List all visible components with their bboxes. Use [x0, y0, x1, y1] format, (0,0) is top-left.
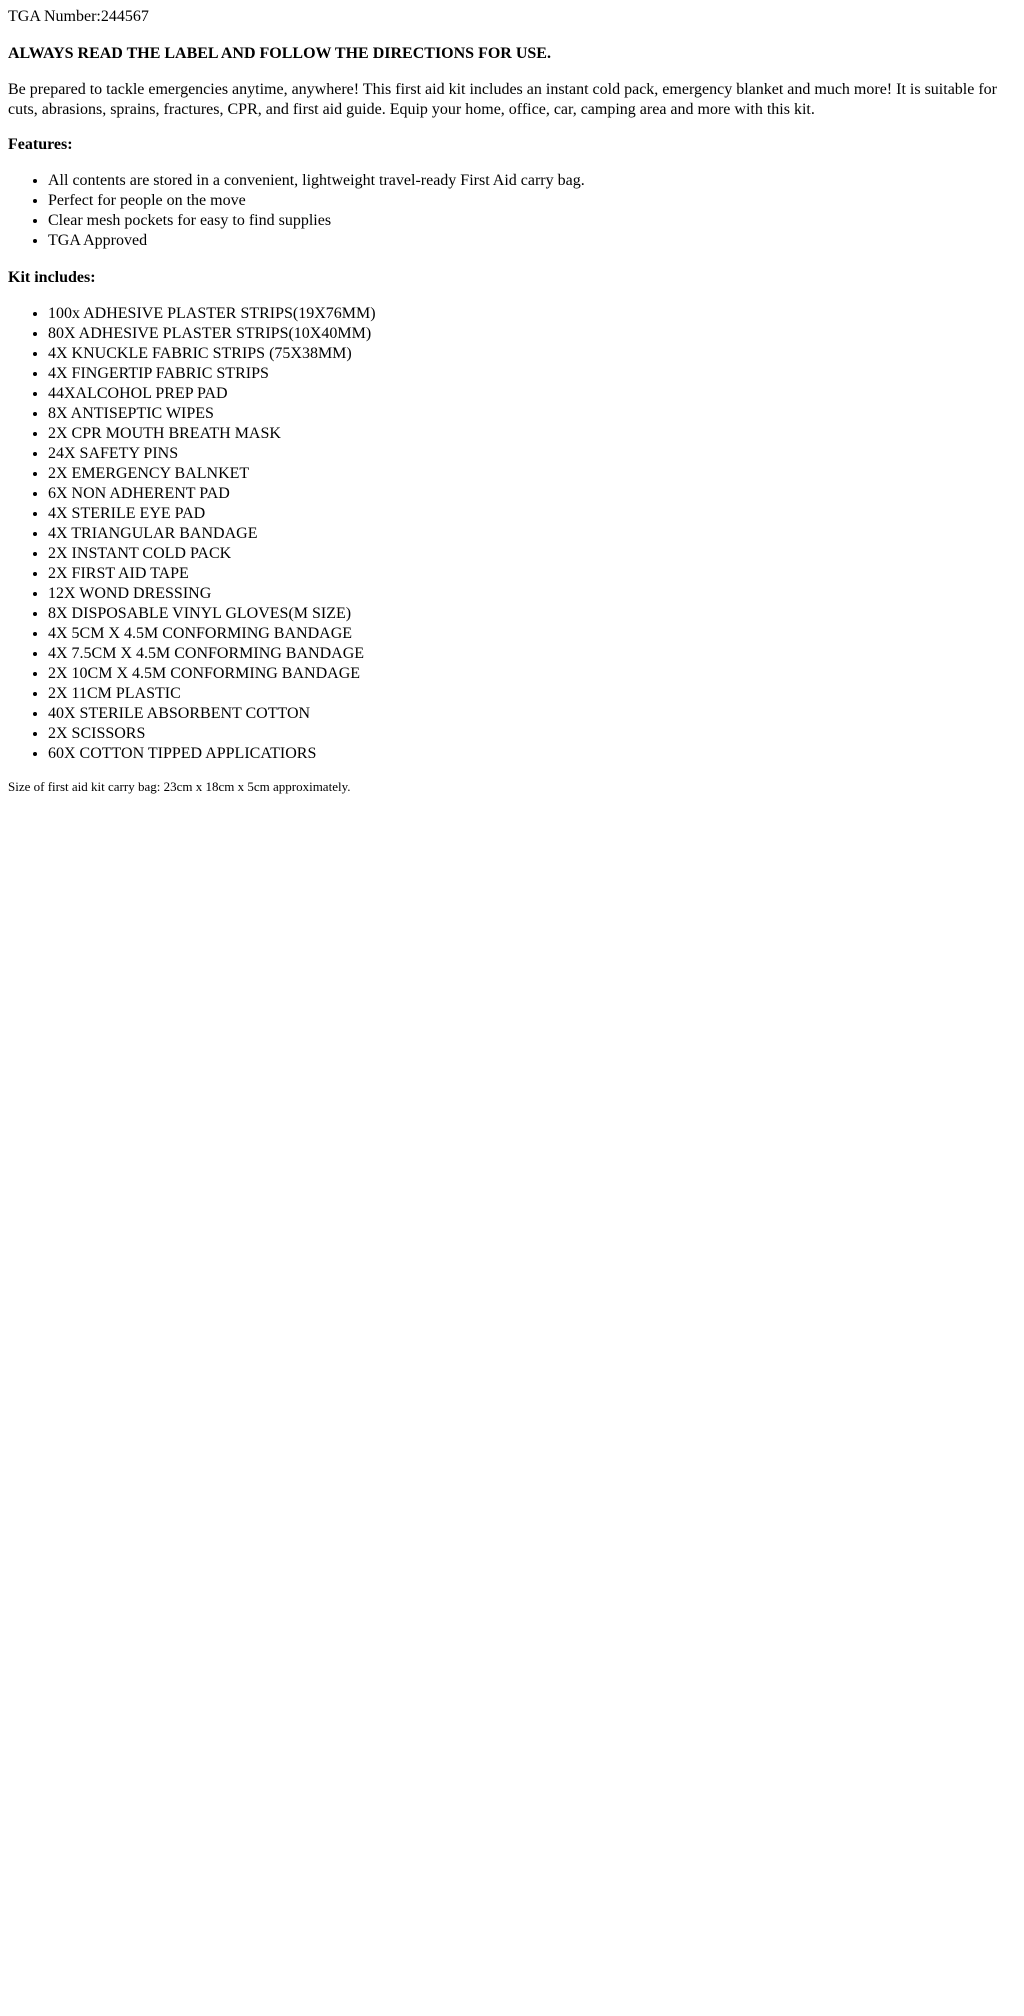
kit-item: • 2X SCISSORS: [48, 724, 376, 744]
kit-item: • 8X DISPOSABLE VINYL GLOVES(M SIZE): [48, 604, 376, 624]
kit-item: • 60X COTTON TIPPED APPLICATIORS: [48, 744, 376, 764]
kit-item: • 2X EMERGENCY BALNKET: [48, 464, 376, 484]
kit-item: • 4X FINGERTIP FABRIC STRIPS: [48, 364, 376, 384]
feature-item: • All contents are stored in a convenient, lightweight travel-ready First Aid carry bag.: [48, 171, 585, 191]
kit-item: • 2X INSTANT COLD PACK: [48, 544, 376, 564]
intro-paragraph: Be prepared to tackle emergencies anytime, anywhere! This first aid kit includes an instant cold pack, emergency blanket and much more! It is suitable for cuts, abrasions, sprains, fractures, CPR, and first aid guide. Equip your home, office, car, camping area and more with this kit.: [8, 81, 997, 118]
kit-item: • 8X ANTISEPTIC WIPES: [48, 404, 376, 424]
kit-item: • 80X ADHESIVE PLASTER STRIPS(10X40MM): [48, 324, 376, 344]
kit-item: • 24X SAFETY PINS: [48, 444, 376, 464]
kit-item: • 40X STERILE ABSORBENT COTTON: [48, 704, 376, 724]
feature-item: • TGA Approved: [48, 231, 585, 251]
kit-item: • 4X 5CM X 4.5M CONFORMING BANDAGE: [48, 624, 376, 644]
kit-item: • 12X WOND DRESSING: [48, 584, 376, 604]
kit-item: • 100x ADHESIVE PLASTER STRIPS(19X76MM): [48, 304, 376, 324]
tga-number: TGA Number:244567: [8, 8, 149, 25]
feature-item: • Perfect for people on the move: [48, 191, 585, 211]
kit-includes-heading: Kit includes:: [8, 269, 96, 286]
kit-item: • 4X KNUCKLE FABRIC STRIPS (75X38MM): [48, 344, 376, 364]
kit-item: • 2X CPR MOUTH BREATH MASK: [48, 424, 376, 444]
kit-item: • 4X TRIANGULAR BANDAGE: [48, 524, 376, 544]
kit-includes-list: [8, 304, 376, 764]
kit-item: • 44XALCOHOL PREP PAD: [48, 384, 376, 404]
features-heading: Features:: [8, 136, 73, 153]
carry-bag-size-note: Size of first aid kit carry bag: 23cm x 18cm x 5cm approximately.: [8, 779, 351, 794]
kit-item: • 6X NON ADHERENT PAD: [48, 484, 376, 504]
kit-item: • 4X STERILE EYE PAD: [48, 504, 376, 524]
warning-heading: ALWAYS READ THE LABEL AND FOLLOW THE DIRECTIONS FOR USE.: [8, 45, 551, 62]
features-list: [8, 171, 585, 251]
kit-item: • 4X 7.5CM X 4.5M CONFORMING BANDAGE: [48, 644, 376, 664]
kit-item: • 2X FIRST AID TAPE: [48, 564, 376, 584]
feature-item: • Clear mesh pockets for easy to find supplies: [48, 211, 585, 231]
kit-item: • 2X 10CM X 4.5M CONFORMING BANDAGE: [48, 664, 376, 684]
kit-item: • 2X 11CM PLASTIC: [48, 684, 376, 704]
